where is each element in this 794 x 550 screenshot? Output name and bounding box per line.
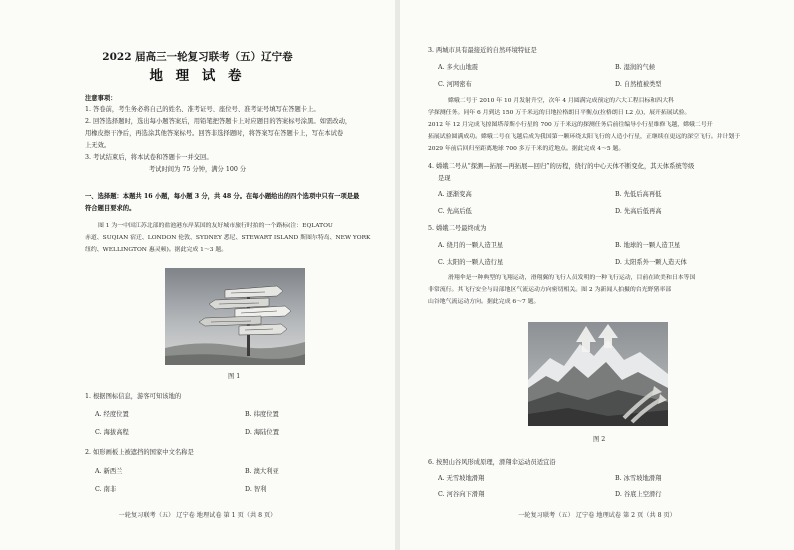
exam-subject: 地 理 试 卷 [149,68,246,84]
passage-line-2: 赤道、SUQIAN 宿迁、LONDON 伦敦、SYDNEY 悉尼、STEWART ISLAND 斯图尔特岛、NEW YORK [85,235,371,241]
q4-option-b: B. 先低后高再低 [615,191,662,198]
passage1-line-2: 学探测任务。同年 6 月到达 150 万千米远的日地拉格朗日平衡点(拉格朗日 L2 点)，展开拓展试验。 [428,110,691,116]
passage-line-1: 图 1 为一中国江苏北部的盐池港东岸某国的友好城市旅行时拍的一个路标(注：EQLATOU [98,223,333,229]
q2-option-b: B. 澳大利亚 [245,468,279,475]
figure-1-caption: 图 1 [228,373,241,380]
q5-stem: 5. 嫦娥二号最终成为 [428,225,487,232]
q6-option-c: C. 河谷向下滑翔 [438,491,485,498]
figure-2-caption: 图 2 [593,436,606,443]
page-right [400,0,794,550]
q6-option-d: D. 谷底上空滑行 [615,491,662,498]
notice-heading: 注意事项： [85,95,117,102]
q2-option-d: D. 智利 [245,486,267,493]
exam-time-info: 考试时间为 75 分钟，满分 100 分 [148,166,247,173]
section-heading-2: 符合题目要求的。 [85,205,136,212]
q4-option-d: D. 先高后低再高 [615,208,662,215]
q5-option-c: C. 太阳的一颗人造行星 [438,259,504,266]
passage-line-3: 纽约、WELLINGTON 惠灵顿)。据此完成 1～3 题。 [85,247,228,253]
passage1-line-3: 2012 年 12 月完成飞掠图塔蒂斯小行星的 700 万千米远的探测任务后前往编导小行星维修飞越，嫦娥二号开 [428,122,713,128]
snowy-mountain-photo-icon [528,322,668,426]
passage1-line-5: 2029 年前后回归至距离地球 700 多万千米的近地点。据此完成 4～5 题。 [428,146,625,152]
q4-stem-line-1: 4. 嫦娥二号从“探测—拓展—再拓展—回归”的历程，绕行的中心天体不断变化，其天体系统等级 [428,163,695,170]
q1-option-b: B. 纬度位置 [245,411,279,418]
q5-option-d: D. 太阳系外一颗人造天体 [615,259,687,266]
figure-1-signpost-image [165,268,305,365]
footer-right: 一轮复习联考（五） 辽宁卷 地理试卷 第 2 页（共 8 页） [518,512,676,519]
q1-option-a: A. 经度位置 [95,411,129,418]
q6-stem: 6. 按照山谷风形成原理，滑翔伞运动员适宜沿 [428,459,556,466]
signpost-photo-icon [165,268,305,365]
passage1-line-4: 拓展试验圆满成功。嫦娥二号在飞越后成为我国第一颗环绕太阳飞行的人造小行星，正继续在更远的深空飞行。并计划于 [428,134,741,140]
q5-option-b: B. 地球的一颗人造卫星 [615,242,681,249]
footer-left: 一轮复习联考（五） 辽宁卷 地理试卷 第 1 页（共 8 页） [118,512,277,519]
q6-option-b: B. 冰雪坡地滑翔 [615,475,662,482]
q2-option-a: A. 新西兰 [95,468,123,475]
q4-option-a: A. 逐渐变高 [438,191,472,198]
q3-option-c: C. 河网密布 [438,81,472,88]
q2-stem: 2. 如形画板上被遮挡的国家中文名称是 [85,449,194,456]
q3-option-a: A. 多火山地震 [438,64,479,71]
q6-option-a: A. 无雪坡地滑翔 [438,475,485,482]
q2-option-c: C. 南非 [95,486,117,493]
q3-option-b: B. 湿润的气候 [615,64,656,71]
notice-line-4: 上无效。 [85,142,111,149]
q3-stem: 3. 两城市具有最接近的自然环境特征是 [428,47,537,54]
notice-line-1: 1. 答卷前，考生务必将自己的姓名、准考证号、座位号、准考证号填写在答题卡上。 [85,106,320,113]
section-heading-1: 一、选择题：本题共 16 小题，每小题 3 分，共 48 分。在每小题给出的四个选项中只有一项是最 [85,193,360,200]
page-left [0,0,395,550]
notice-line-3: 用橡皮擦干净后，再选涂其他答案标号。回答非选择题时，将答案写在答题卡上，写在本试卷 [85,130,344,137]
notice-line-2: 2. 回答选择题时，选出每小题答案后，用铅笔把答题卡上对应题目的答案标号涂黑。如需改动， [85,118,352,125]
q4-option-c: C. 先高后低 [438,208,472,215]
passage1-line-1: 嫦娥二号于 2010 年 10 月发射升空，次年 4 月圆满完成预定的六大工程目标和四大科 [448,98,674,104]
q1-option-d: D. 海陆位置 [245,429,280,436]
q3-option-d: D. 自然植被类型 [615,81,662,88]
q5-option-a: A. 绕月的一颗人造卫星 [438,242,504,249]
passage2-line-3: 山谷地气流运动方向。据此完成 6～7 题。 [428,299,540,305]
figure-2-mountain-image [528,322,668,426]
q1-stem: 1. 根据图标信息，游客可知该地的 [85,393,182,400]
passage2-line-1: 滑翔伞是一种典型的飞翔运动，滑翔翼的飞行人员发明的一种飞行运动，目前在欧美和日本等国 [448,275,696,281]
notice-line-5: 3. 考试结束后，将本试卷和答题卡一并交回。 [85,154,213,161]
q1-option-c: C. 海拔高程 [95,429,129,436]
passage2-line-2: 非常流行。其飞行安全与局部地区气流运动方向密切相关。图 2 为新闻人拍摄的台光野猪率部 [428,287,672,293]
q4-stem-line-2: 是现 [438,175,451,182]
exam-title: 2022 届高三一轮复习联考（五）辽宁卷 [102,51,293,63]
